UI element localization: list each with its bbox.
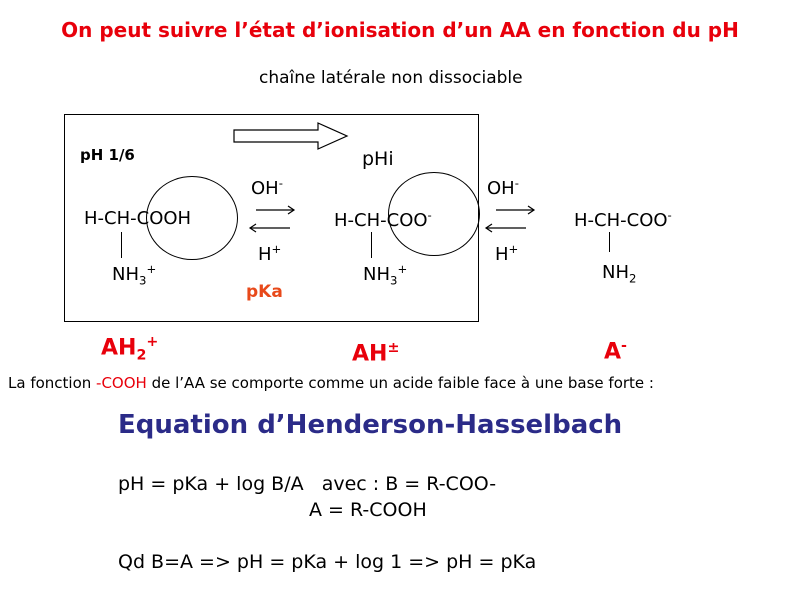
molecule-1-amine: $NH_3^+$ — [112, 262, 157, 288]
reagent-h-2: H+ — [495, 242, 519, 265]
equation-line-1: pH = pKa + log B/A avec : B = R-COO- — [118, 473, 497, 495]
reagent-oh-1: OH- — [251, 176, 283, 199]
slide-subtitle: chaîne latérale non dissociable — [259, 68, 523, 88]
equation-heading: Equation d’Henderson-Hasselbach — [118, 410, 623, 440]
molecule-1-bond — [121, 232, 122, 258]
molecule-3-bond — [609, 232, 610, 252]
equation-line-2: A = R-COOH — [309, 499, 427, 521]
direction-arrow-icon — [232, 120, 352, 152]
form-a-label: A- — [604, 338, 627, 365]
equation-line-3: Qd B=A => pH = pKa + log 1 => pH = pKa — [118, 551, 537, 573]
reagent-oh-2: OH- — [487, 176, 519, 199]
molecule-2-formula: H-CH-COO- — [334, 208, 432, 231]
slide-title: On peut suivre l’état d’ionisation d’un AA en fonction du pH — [61, 18, 739, 42]
molecule-2-bond — [371, 232, 372, 258]
form-ah-label: AH± — [352, 340, 400, 367]
molecule-3-formula: H-CH-COO- — [574, 208, 672, 231]
acid-base-sentence: La fonction -COOH de l’AA se comporte comme un acide faible face à une base forte : — [8, 374, 654, 392]
pka-label: pKa — [246, 282, 283, 302]
reagent-h-1: H+ — [258, 242, 282, 265]
box-label: pH 1/6 — [80, 146, 135, 164]
molecule-2-amine: $NH_3^+$ — [363, 262, 408, 288]
molecule-1-formula: H-CH-COOH — [84, 208, 192, 229]
form-ah2-label: $AH_2^+$ — [101, 334, 159, 364]
molecule-3-amine: $NH_2$ — [602, 262, 637, 286]
equilibrium-arrows-icon-2 — [478, 200, 540, 234]
equilibrium-arrows-icon-1 — [236, 200, 298, 234]
phi-label: pHi — [362, 148, 394, 170]
